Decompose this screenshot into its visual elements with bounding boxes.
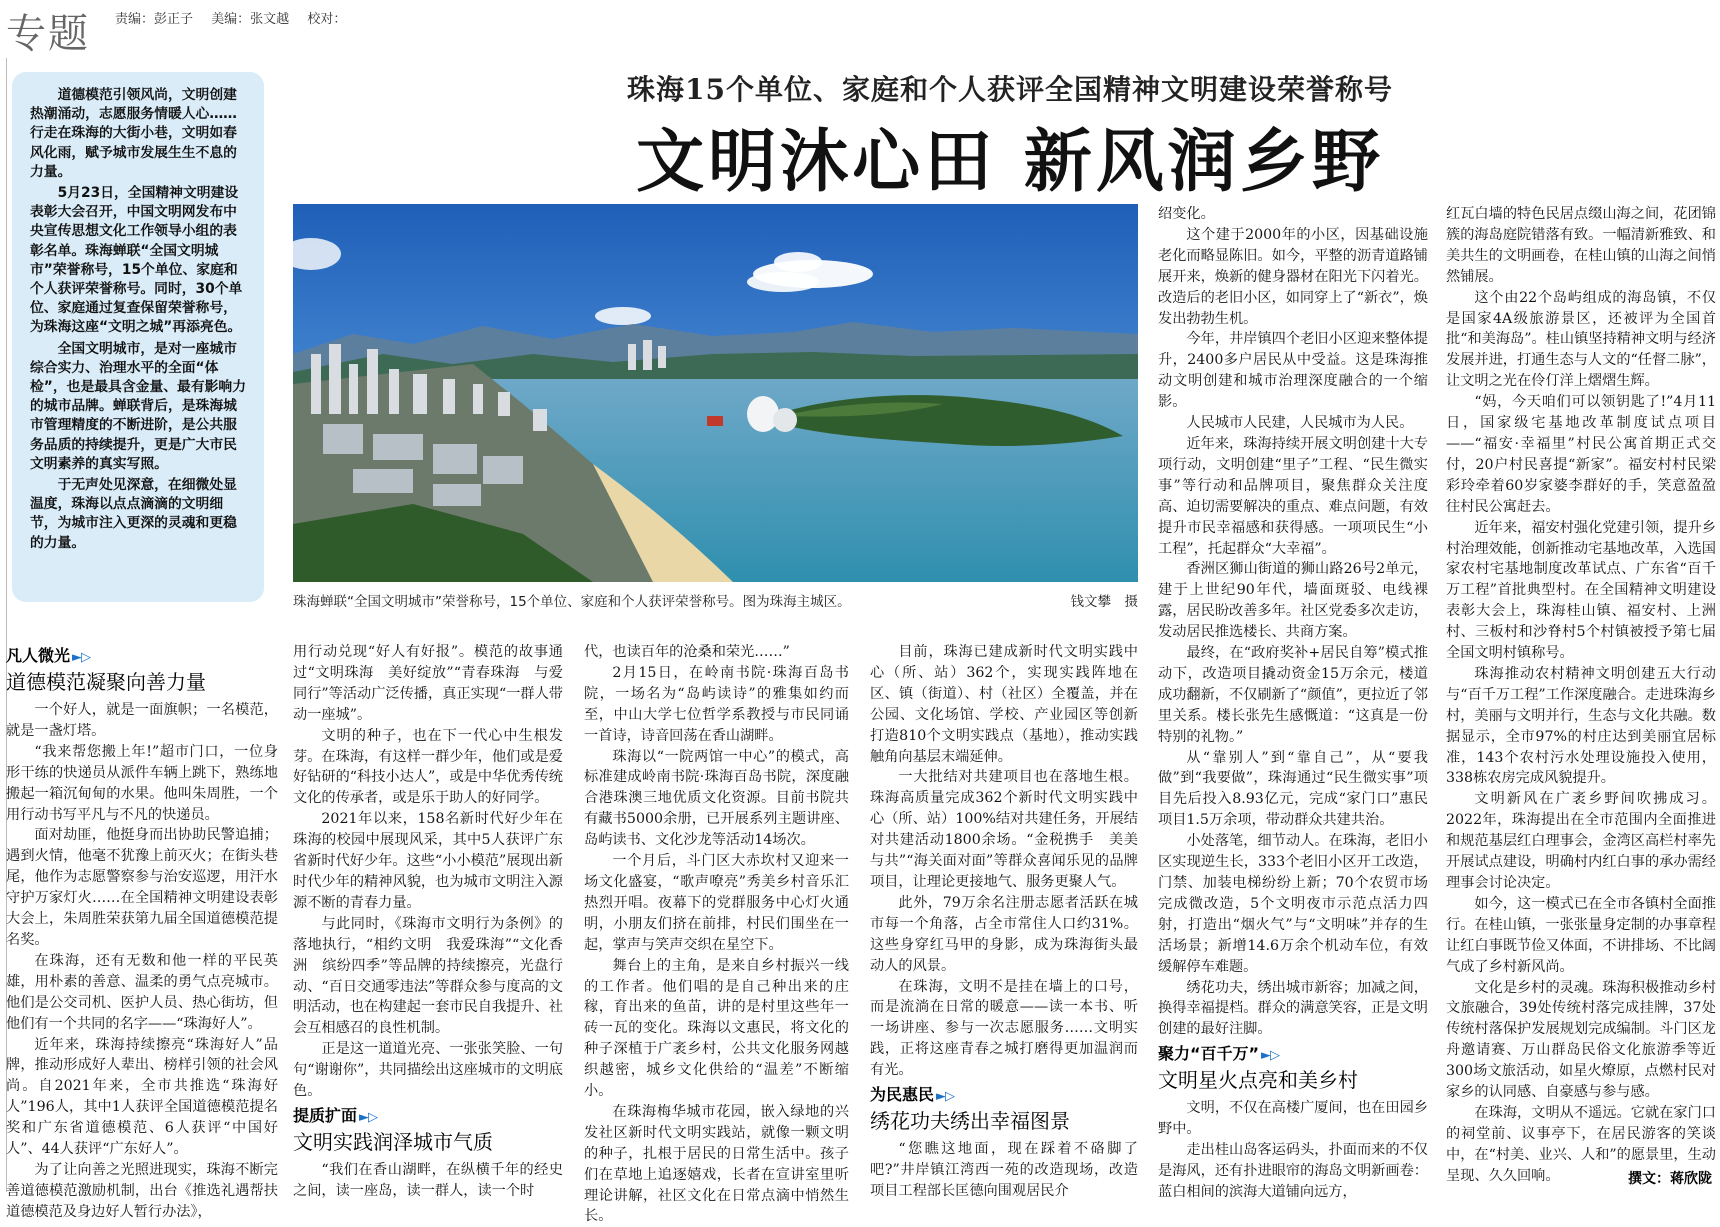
paragraph: 珠海以“一院两馆一中心”的模式，高标准建成岭南书院·珠海百岛书院，深度融合港珠澳三地优质文化资源。目前书院共有藏书5000余册，已开展系列主题讲座、岛屿读书、文化沙龙等活动14场次。 [584,748,849,849]
paragraph: “我来帮您搬上年!”超市门口，一位身形干练的快递员从派件车辆上跳下，熟练地搬起一箱沉甸甸的水果。他叫朱周胜，一个用行动书写平凡与不凡的快递员。 [6,743,278,823]
section-title: 文明实践润泽城市气质 [293,1129,493,1154]
section-title: 文明星火点亮和美乡村 [1158,1068,1358,1093]
paragraph: 小处落笔，细节动人。在珠海，老旧小区实现逆生长，333个老旧小区开工改造，门禁、加装电梯纷纷上新；70个农贸市场完成微改造，5个文明夜市示范点活力四射，打造出“烟火气”与“文明味”并存的生活场景；新增14.6万余个机动车位，有效缓解停车难题。 [1158,833,1428,975]
paragraph: 文明的种子，也在下一代心中生根发芽。在珠海，有这样一群少年，他们或是爱好钻研的“科技小达人”，或是中华优秀传统文化的传承者，或是乐于助人的好同学。 [293,727,563,807]
intro-paragraph: 全国文明城市，是对一座城市综合实力、治理水平的全面“体检”，也是最具含金量、最有影响力的城市品牌。蝉联背后，是珠海城市管理精度的不断进阶，是公共服务品质的持续提升，更是广大市民文明素养的真实写照。 [30,340,247,472]
paragraph: 人民城市人民建，人民城市为人民。 [1186,415,1414,432]
caption-text: 珠海蝉联“全国文明城市”荣誉称号，15个单位、家庭和个人获评荣誉称号。图为珠海主城区。 [293,594,851,610]
article-column-2 [293,642,563,1199]
paragraph: 舞台上的主角，是来自乡村振兴一线的工作者。他们唱的是自己种出来的庄稼，育出来的鱼苗，讲的是村里这些年一砖一瓦的变化。珠海以文惠民，将文化的种子深植于广袤乡村，公共文化服务网越织越密，城乡文化供给的“温差”不断缩小。 [584,957,849,1100]
section-tag-label: 聚力“百千万” [1158,1044,1260,1064]
paragraph: 用行动兑现“好人有好报”。模范的故事通过“文明珠海 美好绽放”“青春珠海 与爱同行”等活动广泛传播，真正实现“一群人带动一座城”。 [293,644,563,723]
headline-block [300,64,1720,224]
paragraph: 这个由22个岛屿组成的海岛镇，不仅是国家4A级旅游景区，还被评为全国首批“和美海岛”。桂山镇坚持精神文明与经济发展并进，打通生态与人文的“任督二脉”，让文明之光在伶仃洋上熠熠生辉。 [1446,289,1716,390]
section-title: 道德模范凝聚向善力量 [6,670,206,694]
article-column-1 [6,642,278,1220]
proofreader-credit: 校对： [307,12,347,27]
paragraph: 绣花功夫，绣出城市新容；加减之间，换得幸福提档。群众的满意笑容，正是文明创建的最好注脚。 [1158,979,1428,1038]
paragraph: 2021年以来，158名新时代好少年在珠海的校园中展现风采，其中5人获评广东省新时代好少年。这些“小小模范”展现出新时代少年的精神风貌，也为城市文明注入源源不断的青春力量。 [293,811,563,911]
arrow-icon: ►▷ [72,650,91,665]
city-photo-image [293,204,1138,582]
paragraph: 红瓦白墙的特色民居点缀山海之间，花团锦簇的海岛庭院错落有致。一幅清新雅致、和美共生的文明画卷，在桂山镇的山海之间悄然铺展。 [1446,206,1716,285]
section-title: 绣花功夫绣出幸福图景 [870,1109,1070,1134]
paragraph: 在珠海，文明不是挂在墙上的口号，而是流淌在日常的暖意——读一本书、听一场讲座、参与一次志愿服务……文明实践，正将这座青春之城打磨得更加温润而有光。 [870,978,1138,1079]
article-column-3 [584,642,849,1225]
article-column-4 [870,642,1138,1199]
section-tag [6,644,278,668]
paragraph: 绍变化。 [1158,206,1215,222]
page-credits [115,8,360,27]
paragraph: 面对劫匪，他挺身而出协助民警追捕；遇到火情，他毫不犹豫上前灭火；在街头巷尾，他作为志愿警察参与治安巡逻，用汗水守护万家灯火……在全国精神文明建设表彰大会上，朱周胜荣获第九届全国道德模范提名奖。 [6,827,278,948]
paragraph: 代，也读百年的沧桑和荣光……” [584,644,790,660]
arrow-icon: ►▷ [936,1089,955,1105]
paragraph: 2月15日，在岭南书院·珠海百岛书院，一场名为“岛屿读诗”的雅集如约而至，中山大学七位哲学系教授与市民同诵一首诗，诗音回荡在香山湖畔。 [584,664,849,744]
section-name: 专题 [6,11,90,57]
intro-paragraph: 道德模范引领风尚，文明创建热潮涌动，志愿服务情暖人心……行走在珠海的大街小巷，文明如春风化雨，赋予城市发展生生不息的力量。 [30,87,237,180]
section-tag [293,1104,563,1128]
headline-title: 文明沐心田 新风润乡野 [636,122,1384,202]
paragraph: 一个月后，斗门区大赤坎村又迎来一场文化盛宴，“歌声嘹亮”秀美乡村音乐汇热烈开唱。夜幕下的党群服务中心灯火通明，小朋友们挤在前排，村民们围坐在一起，掌声与笑声交织在星空下。 [584,853,849,953]
editor-credit: 责编：彭正子 [115,12,194,27]
intro-paragraph: 于无声处见深意，在细微处显温度，珠海以点点滴滴的文明细节，为城市注入更深的灵魂和更稳的力量。 [30,477,237,551]
article-column-6 [1446,204,1716,1192]
paragraph: 此外，79万余名注册志愿者活跃在城市每一个角落，占全市常住人口约31%。这些身穿红马甲的身影，成为珠海街头最动人的风景。 [870,894,1138,974]
paragraph: 在珠海，文明从不遥远。它就在家门口的祠堂前、议事亭下，在居民游客的笑谈中，在“村美、业兴、人和”的愿景里，生动呈现、久久回响。 [1446,1104,1716,1184]
section-tag [1158,1042,1428,1066]
photo-credit: 钱文攀 摄 [1070,594,1138,610]
paragraph: 如今，这一模式已在全市各镇村全面推行。在桂山镇，一张张量身定制的办事章程让红白事既节俭又体面，不讲排场、不比阔气成了乡村新风尚。 [1446,895,1716,975]
paragraph: 文明，不仅在高楼广厦间，也在田园乡野中。 [1158,1100,1428,1138]
paragraph: 一个好人，就是一面旗帜；一名模范，就是一盏灯塔。 [6,702,278,739]
designer-credit: 美编：张文越 [211,12,290,27]
paragraph: 在珠海，还有无数和他一样的平民英雄，用朴素的善意、温柔的勇气点亮城市。他们是公交司机、医护人员、热心街坊，但他们有一个共同的名字——“珠海好人”。 [6,952,278,1032]
paragraph: “您瞧这地面，现在踩着不硌脚了吧?”井岸镇江湾西一苑的改造现场，改造项目工程部长匡德向围观居民介 [870,1141,1138,1199]
paragraph: 文明新风在广袤乡野间吹拂成习。2022年，珠海提出在全市范围内全面推进和规范基层红白理事会，金湾区高栏村率先开展试点建设，明确村内红白事的承办需经理事会讨论决定。 [1446,791,1716,891]
paragraph: 正是这一道道光亮、一张张笑脸、一句句“谢谢你”，共同描绘出这座城市的文明底色。 [293,1041,563,1100]
page-header [0,0,1720,58]
headline-subtitle: 珠海15个单位、家庭和个人获评全国精神文明建设荣誉称号 [627,73,1393,106]
paragraph: 一大批结对共建项目也在落地生根。珠海高质量完成362个新时代文明实践中心（所、站）100%结对共建任务，开展结对共建活动1800余场。“金税携手 美美与共”“海关面对面”等群众喜闻乐见的品牌项目，让理论更接地气、服务更聚人气。 [870,769,1138,890]
paragraph: 走出桂山岛客运码头，扑面而来的不仅是海风，还有扑进眼帘的海岛文明新画卷：蓝白相间的滨海大道铺向远方， [1158,1142,1428,1200]
section-tag-label: 为民惠民 [870,1085,935,1105]
paragraph: 与此同时，《珠海市文明行为条例》的落地执行，“相约文明 我爱珠海”“文化香洲 缤纷四季”等品牌的持续擦亮，光盘行动、“百日交通零违法”等群众参与度高的文明活动，也在构建起一套市民自我提升、社会互相感召的良性机制。 [293,915,563,1037]
paragraph: 目前，珠海已建成新时代文明实践中心（所、站）362个，实现实践阵地在区、镇（街道）、村（社区）全覆盖，并在公园、文化场馆、学校、产业园区等创新打造810个文明实践点（基地），推动实践触角向基层末端延伸。 [870,644,1138,765]
author-byline: 撰文：蒋欣陇 [1622,1168,1712,1188]
intro-paragraph: 5月23日，全国精神文明建设表彰大会召开，中国文明网发布中央宣传思想文化工作领导小组的表彰名单。珠海蝉联“全国文明城市”荣誉称号，15个单位、家庭和个人获评荣誉称号。同时，30个单位、家庭通过复查保留荣誉称号，为珠海这座“文明之城”再添亮色。 [30,185,243,336]
arrow-icon: ►▷ [359,1109,378,1125]
paragraph: 近年来，福安村强化党建引领，提升乡村治理效能，创新推动宅基地改革，入选国家农村宅基地制度改革试点、广东省“百千万工程”首批典型村。在全国精神文明建设表彰大会上，珠海桂山镇、福安村、上洲村、三板村和沙脊村5个村镇被授予第七届全国文明村镇称号。 [1446,519,1716,662]
paragraph: 这个建于2000年的小区，因基础设施老化而略显陈旧。如今，平整的沥青道路铺展开来，焕新的健身器材在阳光下闪着光。改造后的老旧小区，如同穿上了“新衣”，焕发出勃勃生机。 [1158,226,1428,327]
city-photo [293,204,1138,582]
paragraph: 最终，在“政府奖补+居民自筹”模式推动下，改造项目撬动资金15万余元，楼道成功翻新，不仅刷新了“颜值”，更拉近了邻里关系。楼长张先生感慨道：“这真是一份特别的礼物。” [1158,645,1428,745]
paragraph: 为了让向善之光照进现实，珠海不断完善道德模范激励机制，出台《推选礼遇帮扶道德模范及身边好人暂行办法》， [6,1161,278,1220]
paragraph: 从“靠别人”到“靠自己”，从“要我做”到“我要做”，珠海通过“民生微实事”项目先后投入8.93亿元，完成“家门口”惠民项目1.5万余项，带动群众共建共治。 [1158,749,1428,829]
article-column-5 [1158,204,1428,1200]
paragraph: “我们在香山湖畔，在纵横千年的经史之间，读一座岛，读一群人，读一个时 [293,1161,563,1199]
arrow-icon: ►▷ [1261,1048,1280,1064]
paragraph: 在珠海梅华城市花园，嵌入绿地的兴发社区新时代文明实践站，就像一颗文明的种子，扎根于居民的日常生活中。孩子们在草地上追逐嬉戏，长者在宣讲室里听理论讲解，社区文化在日常点滴中悄然生长。 [584,1103,849,1225]
paragraph: 文化是乡村的灵魂。珠海积极推动乡村文旅融合，39处传统村落完成挂牌，37处传统村落保护发展规划完成编制。斗门区龙舟邀请赛、万山群岛民俗文化旅游季等近300场文旅活动，如星火燎原，点燃村民对家乡的认同感、自豪感与参与感。 [1446,979,1716,1101]
paragraph: 近年来，珠海持续开展文明创建十大专项行动，文明创建“里子”工程、“民生微实事”等行动和品牌项目，聚焦群众关注度高、迫切需要解决的重点、难点问题，有效提升市民幸福感和获得感。一项项民生“小工程”，托起群众“大幸福”。 [1158,435,1428,557]
paragraph: 今年，井岸镇四个老旧小区迎来整体提升，2400多户居民从中受益。这是珠海推动文明创建和城市治理深度融合的一个缩影。 [1158,331,1428,411]
section-tag [870,1083,1138,1107]
intro-box [12,72,264,602]
section-tag-label: 提质扩面 [293,1105,358,1125]
paragraph: 近年来，珠海持续擦亮“珠海好人”品牌，推动形成好人辈出、榜样引领的社会风尚。自2021年来，全市共推选“珠海好人”196人，其中1人获评全国道德模范提名奖和广东省道德模范、6人获评“中国好人”、44人获评“广东好人”。 [6,1036,278,1158]
section-tag-label: 凡人微光 [6,646,71,665]
paragraph: “妈，今天咱们可以领钥匙了!”4月11日，国家级宅基地改革制度试点项目——“福安·幸福里”村民公寓首期正式交付，20户村民喜提“新家”。福安村村民梁彩玲牵着60岁家婆李群好的手，笑意盈盈往村民公寓赶去。 [1446,394,1716,515]
paragraph: 珠海推动农村精神文明创建五大行动与“百千万工程”工作深度融合。走进珠海乡村，美丽与文明并行，生态与文化共融。数据显示，全市97%的村庄达到美丽宜居标准，143个农村污水处理设施投入使用，338栋农房完成风貌提升。 [1446,665,1716,787]
paragraph: 香洲区狮山街道的狮山路26号2单元，建于上世纪90年代，墙面斑驳、电线裸露，居民盼改善多年。社区党委多次走访，发动居民推选楼长、共商方案。 [1158,561,1428,641]
